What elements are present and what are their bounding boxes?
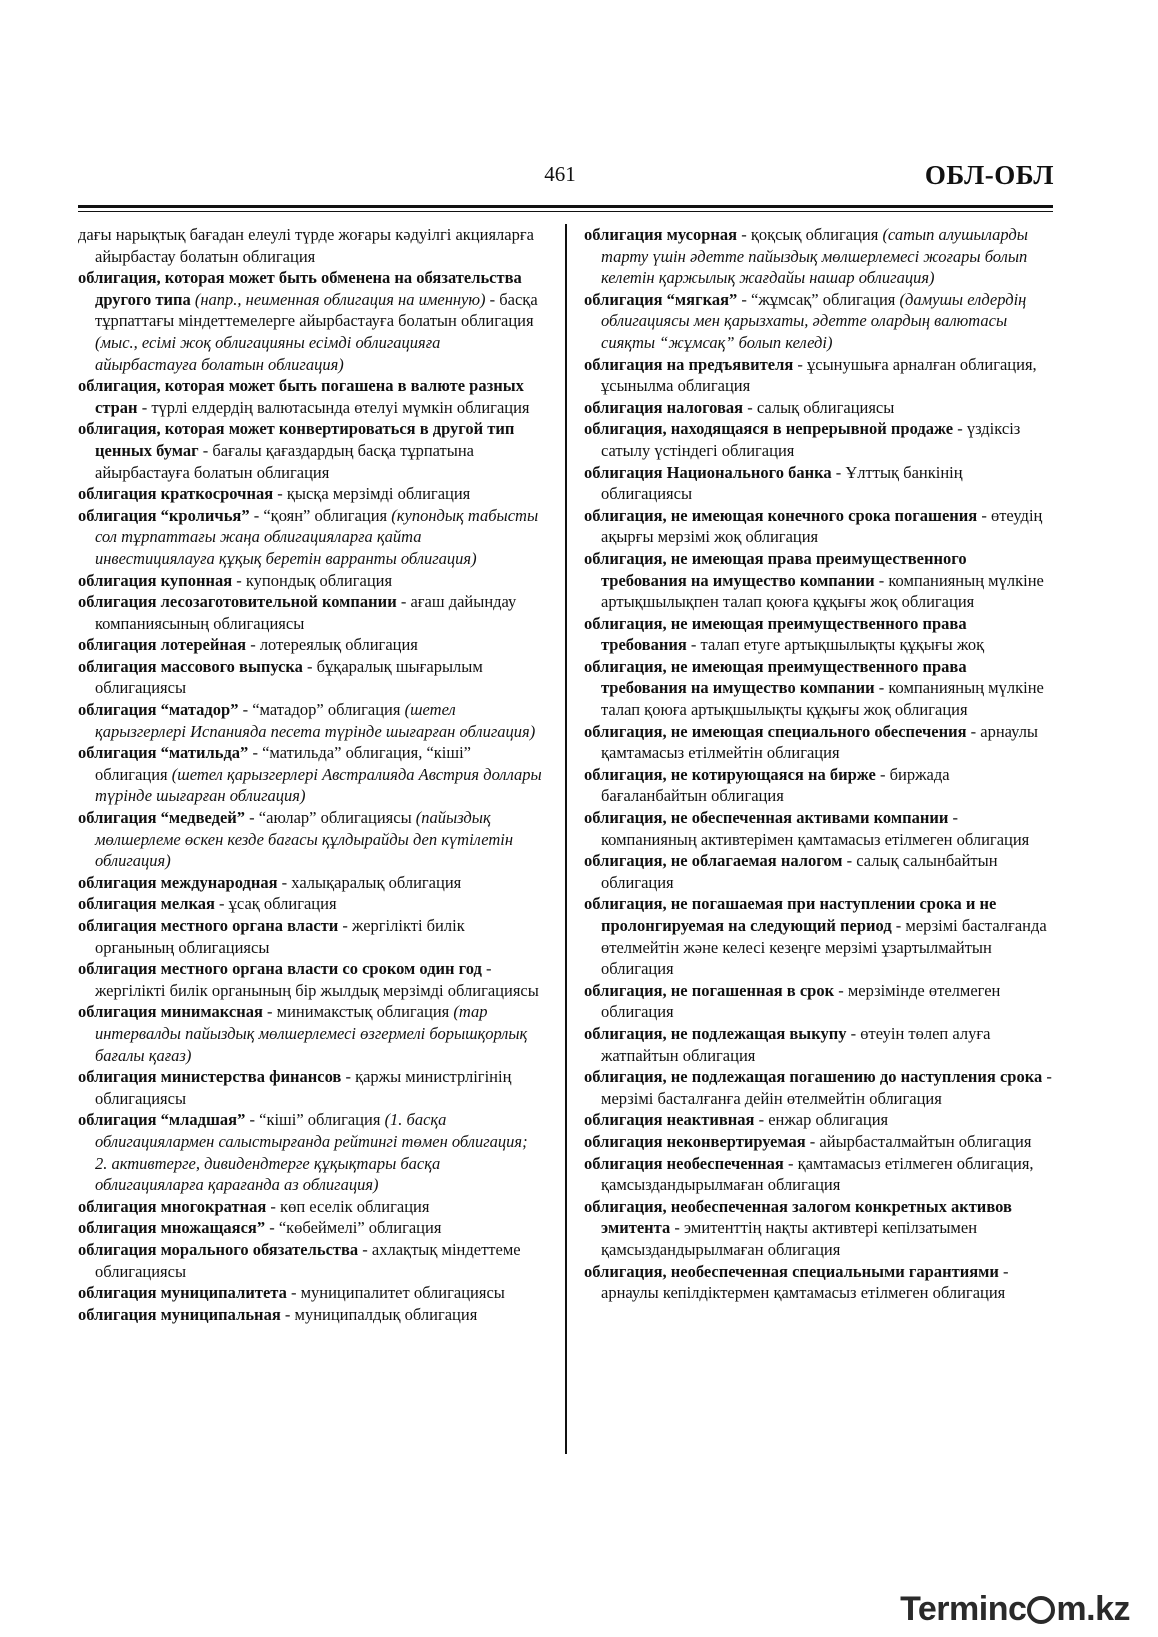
header-range: ОБЛ-ОБЛ [924,160,1054,190]
entry-note: (напр., неименная облигация на именную) [194,289,486,309]
entry-separator: - [338,916,353,935]
entry-definition: енжар облигация [768,1110,889,1130]
dictionary-entry [78,1217,544,1239]
entry-definition: қысқа мерзімді облигация [286,484,471,504]
entry-separator: - [266,1196,281,1216]
entry-separator: - [214,894,229,914]
dictionary-entry [78,505,544,570]
entry-definition: “көбеймелі” облигация [278,1218,442,1238]
entry-separator: - [245,808,259,828]
entry-definition: минимакстық облигация [276,1002,454,1022]
entry-separator: - [842,851,857,871]
dictionary-entry [584,980,1052,1023]
entry-definition: халықаралық облигация [291,872,462,892]
entry-separator: - [834,980,848,1000]
dictionary-entry [584,764,1052,807]
dictionary-entry [78,483,544,505]
entry-term: облигация, которая может быть обменена на обязательства другого типа [78,268,522,309]
entry-term: облигация морального обязательства [78,1239,359,1259]
entry-separator: - [743,397,757,417]
entry-term: облигация купонная [78,570,233,590]
entry-note: (дамушы елдердің облигациясы мен қарызхаты, әдетте олардың валютасы сияқты “жұмсақ” болып келеді) [601,289,1027,352]
dictionary-entry [584,1131,1052,1153]
entry-term: облигация “медведей” [78,808,246,828]
entry-definition: қамтамасыз етілмеген облигация, қамсыздандырылмаған облигация [601,1153,1034,1195]
entry-definition: мерзімі басталғанда өтелмейтін және келесі кезеңге мерзімі ұзартылмайтын облигация [601,916,1047,979]
entry-term: облигация, не имеющая специального обеспечения [584,721,967,741]
entry-term: облигация, не погашаемая при наступлении срока и не пролонгируемая на следующий период [584,894,997,935]
entry-term: облигация “матадор” [78,700,239,720]
entry-definition: талап етуге артықшылықты құқығы жоқ [700,635,985,655]
dictionary-entry [584,1153,1052,1196]
entry-term: облигация, не облагаемая налогом [584,851,843,871]
entry-term: облигация муниципальная [78,1304,281,1324]
entry-term: облигация, которая может конвертироваться в другой тип ценных бумаг [78,419,515,460]
entry-term: облигация многократная [78,1196,267,1216]
entry-definition: бағалы қағаздардың басқа тұрпатына айырбастауға болатын облигация [95,440,475,482]
dictionary-entry [78,807,544,872]
dictionary-entry [584,1023,1052,1066]
entry-term: облигация, не имеющая конечного срока погашения [584,505,978,525]
entry-separator: - [248,743,263,763]
entry-separator: - [670,1218,684,1238]
dictionary-entry [584,418,1052,461]
entry-definition: “матадор” облигация [252,700,405,720]
entry-note: (тар интервалды пайыздық мөлшерлемесі өзгермелі борышқорлық бағалы қағаз) [95,1002,528,1065]
entry-definition: “қоян” облигация [263,505,392,525]
entry-term: облигация на предъявителя [584,354,794,374]
entry-separator: - [875,764,890,784]
entry-term: облигация “матильда” [78,743,249,763]
entry-definition: түрлі елдердің валютасында өтелуі мүмкін облигация [151,397,530,417]
dictionary-entry [584,613,1052,656]
entry-definition: ағаш дайындау компаниясының облигациясы [95,592,517,633]
entry-separator: - [783,1153,798,1173]
entry-definition: қаржы министрлігінің облигациясы [95,1067,512,1108]
entry-separator: - [358,1239,372,1259]
entry-term: облигация, не подлежащая погашению до наступления срока [584,1067,1043,1087]
entry-note: (пайыздық мөлшерлеме өскен кезде бағасы құлдырайды деп күтілетін облигация) [95,808,514,871]
entry-term: облигация, необеспеченная специальными гарантиями [584,1261,999,1281]
entry-term: облигация неконвертируемая [584,1131,806,1151]
entry-term: облигация массового выпуска [78,656,303,676]
entry-definition: “матильда” облигация, “кіші” облигация [95,743,472,784]
entry-separator: - [198,440,213,460]
dictionary-entry [584,721,1052,764]
entry-note: (купондық табысты сол тұрпаттағы жаңа облигацияларға қайта инвестициялауға құқық беретін варранты облигация) [95,505,539,568]
entry-definition: компанияның активтерімен қамтамасыз етілмеген облигация [601,829,1030,849]
entry-definition: муниципалдық облигация [294,1304,478,1324]
entry-term: облигация Национального банка [584,462,832,482]
entry-separator: - [686,635,701,655]
entry-definition: муниципалитет облигациясы [300,1283,505,1303]
dictionary-entry [584,462,1052,505]
entry-term: облигация “кроличья” [78,505,250,525]
entry-definition: лотереялық облигация [259,635,418,655]
dictionary-entry [78,1239,544,1282]
dictionary-entry [78,418,544,483]
entry-definition: “аюлар” облигациясы [258,808,416,828]
entry-term: облигация краткосрочная [78,484,274,504]
entry-term: облигация минимаксная [78,1002,263,1022]
entry-term: облигация “мягкая” [584,289,738,309]
entry-definition: компанияның мүлкіне талап қоюға артықшылықты құқығы жоқ облигация [601,678,1044,720]
entry-separator: - [977,505,991,525]
entry-definition: мерзімінде өтелмеген облигация [601,980,1001,1022]
entry-separator: - [831,462,846,482]
entry-definition: салық облигациясы [756,397,895,417]
entry-separator: - [846,1023,861,1043]
dictionary-entry [78,1001,544,1066]
entry-term: облигация лесозаготовительной компании [78,592,397,612]
entry-term: облигация местного органа власти со сроком один год [78,959,482,979]
entry-definition: “жұмсақ” облигация [751,289,900,309]
entry-term: облигация министерства финансов [78,1067,342,1087]
watermark-o-circle-icon [1027,1596,1055,1624]
entry-separator: - [302,656,317,676]
dictionary-entry [78,375,544,418]
dictionary-entry [78,656,544,699]
entry-note: (сатып алушыларды тарту үшін әдетте пайыздық мөлшерлемесі жоғары болып келетін қаржылық жағдайы нашар облигация) [601,225,1028,288]
entry-term: облигация, которая может быть погашена в валюте разных стран [78,376,524,417]
entry-separator: - [273,484,287,504]
entry-separator: - [341,1067,356,1087]
entry-term: облигация неактивная [584,1110,755,1130]
entry-separator: - [262,1002,277,1022]
entry-term: облигация мусорная [584,225,738,244]
entry-separator: - [793,354,808,374]
dictionary-entry [78,570,544,592]
watermark-suffix: m.kz [1056,1590,1130,1628]
entry-definition: ұсақ облигация [228,894,337,914]
dictionary-entry [584,1066,1052,1109]
dictionary-entry [584,397,1052,419]
entry-term: облигация “младшая” [78,1110,246,1130]
entry-term: облигация множащаяся” [78,1218,266,1238]
entry-definition: жергілікті билік органының бір жылдық мерзімді облигациясы [95,980,539,1000]
entry-definition: көп еселік облигация [280,1196,430,1216]
left-column [78,224,544,1325]
dictionary-entry [584,893,1052,979]
entry-term: облигация, не имеющая преимущественного права требования [584,613,967,655]
entry-definition: дағы нарықтық бағадан елеулі түрде жоғары кәдуілгі акцияларға айырбастау болатын облигация [78,225,534,266]
entry-term: облигация необеспеченная [584,1153,784,1173]
entry-term: облигация мелкая [78,894,215,914]
dictionary-entry [78,699,544,742]
entry-term: облигация налоговая [584,397,744,417]
terminkom-watermark-logo [900,1590,1130,1629]
entry-definition: эмитенттің нақты активтері кепілзатымен қамсыздандырылмаған облигация [601,1218,978,1259]
entry-separator: - [280,1304,295,1324]
entry-separator: - [396,592,411,612]
entry-separator: - [249,505,264,525]
entry-definition: арнаулы кепілдіктермен қамтамасыз етілмеген облигация [601,1283,1006,1303]
dictionary-entry [78,893,544,915]
entry-definition: қоқсық облигация [750,225,883,244]
column-separator [565,224,567,1454]
entry-definition: айырбасталмайтын облигация [819,1131,1032,1151]
entry-separator: - [737,225,751,244]
entry-separator: - [265,1218,279,1238]
entry-definition: биржада бағаланбайтын облигация [601,764,950,806]
entry-term: облигация местного органа власти [78,916,339,935]
entry-separator: - [277,872,292,892]
entry-note: (1. басқа облигациялармен салыстырғанда рейтингі төмен облигация; 2. активтерге, дивидендтерге құқықтары басқа облигацияларға қарағанда аз облигация) [95,1110,528,1195]
entry-separator: - [891,916,906,935]
entry-definition: үздіксіз сатылу үстіндегі облигация [601,419,1021,460]
dictionary-entry [78,742,544,807]
dictionary-entry [78,1282,544,1304]
entry-definition: “кіші” облигация [259,1110,385,1130]
entry-term: облигация, не подлежащая выкупу [584,1023,847,1043]
entry-definition: салық салынбайтын облигация [601,851,998,892]
entry-separator: - [245,1110,260,1130]
entry-separator: - [286,1283,301,1303]
entry-term: облигация международная [78,872,278,892]
dictionary-entry [78,634,544,656]
entry-definition: өтеудің ақырғы мерзімі жоқ облигация [601,505,1043,547]
dictionary-entry [78,224,544,267]
dictionary-entry [78,1066,544,1109]
entry-separator: - [1042,1067,1052,1087]
entry-separator: - [232,570,246,590]
entry-term: облигация, не котирующаяся на бирже [584,764,876,784]
right-column [584,224,1052,1304]
entry-separator: - [137,397,152,417]
entry-term: облигация, не погашенная в срок [584,980,835,1000]
entry-term: облигация, не обеспеченная активами компании [584,808,949,828]
entry-definition: мерзімі басталғанға дейін өтелмейтін облигация [601,1088,942,1108]
entry-term: облигация, необеспеченная залогом конкретных активов эмитента [584,1196,1012,1238]
entry-separator: - [805,1131,820,1151]
dictionary-entry [584,807,1052,850]
entry-note: (мыс., есімі жоқ облигацияны есімді облигацияға айырбастауға болатын облигация) [95,332,441,374]
entry-separator: - [238,700,253,720]
entry-term: облигация, не имеющая права преимущественного требования на имущество компании [584,548,967,590]
dictionary-entry [584,354,1052,397]
entry-separator: - [481,959,492,979]
entry-note: (шетел қарызгерлері Австралияда Австрия доллары түрінде шығарған облигация) [95,764,542,806]
dictionary-entry [584,505,1052,548]
entry-definition: - басқа тұрпаттағы міндеттемелерге айырбастауға болатын облигация [95,289,538,331]
entry-definition: өтеуін төлеп алуға жатпайтын облигация [601,1023,991,1065]
dictionary-entry [78,1109,544,1195]
dictionary-entry [78,1196,544,1218]
entry-separator: - [754,1110,769,1130]
entry-separator: - [966,721,981,741]
entry-term: облигация лотерейная [78,635,247,655]
entry-definition: Ұлттық банкінің облигациясы [601,462,963,504]
entry-definition: арнаулы қамтамасыз етілмейтін облигация [601,721,1039,763]
entry-separator: - [874,678,889,698]
entry-term: облигация, находящаяся в непрерывной продаже [584,419,954,439]
entry-definition: жергілікті билік органының облигациясы [95,916,465,957]
dictionary-entry [584,1109,1052,1131]
dictionary-entry [584,224,1052,289]
dictionary-entry [78,267,544,375]
watermark-prefix: Terminc [900,1590,1027,1628]
header-rule-thin [78,211,1053,212]
entry-definition: ахлақтық міндеттеме облигациясы [95,1239,521,1281]
dictionary-entry [78,591,544,634]
entry-term: облигация муниципалитета [78,1283,287,1303]
entry-definition: компанияның мүлкіне артықшылықпен талап қоюға құқығы жоқ облигация [601,570,1044,612]
entry-separator: - [874,570,889,590]
dictionary-entry [78,958,544,1001]
header-rule-thick [78,205,1053,208]
dictionary-entry [584,656,1052,721]
entry-separator: - [948,808,959,828]
entry-definition: бұқаралық шығарылым облигациясы [95,656,483,698]
dictionary-entry [78,1304,544,1326]
dictionary-entry [78,915,544,958]
entry-separator: - [246,635,260,655]
entry-separator: - [998,1261,1009,1281]
dictionary-entry [584,548,1052,613]
entry-definition: купондық облигация [245,570,393,590]
page-number: 461 [544,162,576,186]
entry-note: (шетел қарызгерлері Испанияда песета түрінде шығарған облигация) [95,700,536,741]
dictionary-entry [78,872,544,894]
dictionary-entry [584,289,1052,354]
entry-separator: - [953,419,967,439]
dictionary-entry [584,1196,1052,1261]
dictionary-entry [584,850,1052,893]
dictionary-entry [584,1261,1052,1304]
entry-term: облигация, не имеющая преимущественного права требования на имущество компании [584,656,967,698]
entry-separator: - [737,289,752,309]
entry-definition: ұсынушыға арналған облигация, ұсынылма облигация [601,354,1037,396]
